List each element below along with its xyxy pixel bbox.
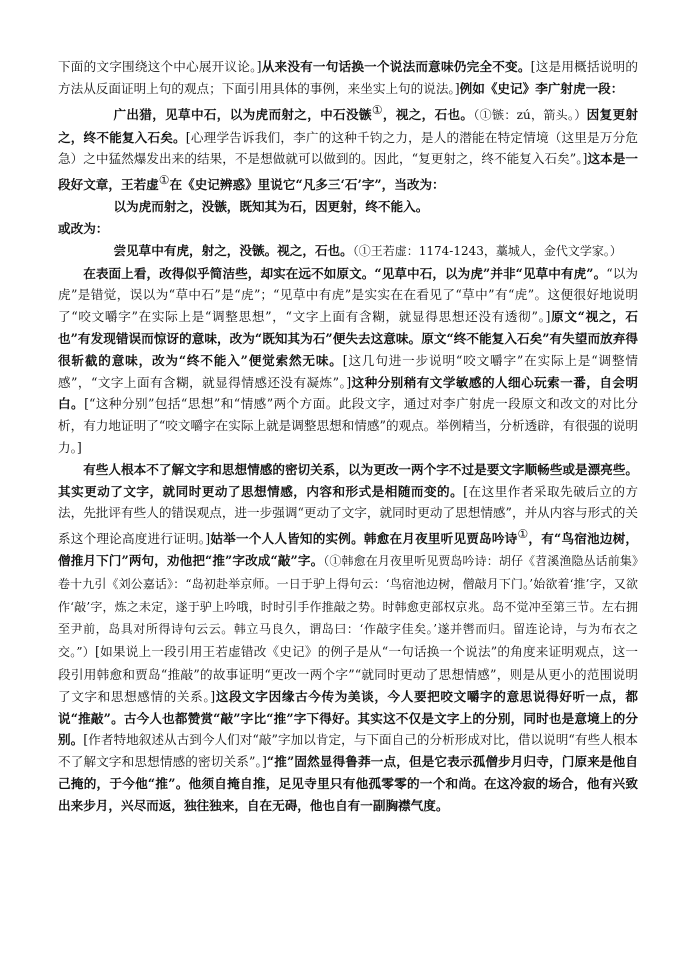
revision-text: 尝见草中有虎，射之，没镞。视之，石也。	[113, 242, 353, 258]
body-text-bold: “见草中石，以为虎”并非“见草中有虎”。	[374, 265, 607, 281]
quote-text: 因复更射之，终不能复入石矣。	[58, 106, 639, 145]
commentary-text: [心理学告诉我们，李广的这种千钧之力，是人的潜能在特定情境（这里是万分危急）之中猛然爆发出来的结果，不是想做就可以做到的。因此，“复更射之，终不能复入石矣”。]	[58, 129, 638, 167]
footnote-marker: ①	[158, 173, 170, 188]
footnote-marker: ①	[371, 102, 383, 117]
body-text-bold: 例如《史记》李广射虎一段：	[459, 80, 624, 96]
body-text-bold: 这本是一段好文章，王若虚	[58, 151, 638, 193]
footnote-text: （①王若虚：1174-1243，藁城人，金代文学家。）	[352, 243, 622, 258]
footnote-text: （①镞：zú，箭头。）	[473, 107, 587, 122]
commentary-text: [这几句进一步说明“咬文嚼字”在实际上是“调整情感”，“文字上面有含糊，就显得情感还没有凝炼”。]	[58, 352, 638, 390]
commentary-text: [如果说上一段引用王若虚错改《史记》的例子是从“一句话换一个说法”的角度来证明观点，这一段引用韩愈和贾岛“推敲”的故事证明“更改一两个字”“就同时更动了思想情感”，则是从更小的范围说明了文字和思想感情的关系。]	[58, 644, 638, 704]
quote-li-guang	[58, 100, 638, 197]
commentary-text: 下面的文字围绕这个中心展开议论。]	[58, 59, 262, 74]
body-text-bold: 姑举一个人人皆知的实例。韩愈在月夜里听见贾岛吟诗	[210, 531, 518, 547]
paragraph-analysis	[58, 263, 638, 459]
commentary-text: [“这种分别”包括“思想”和“情感”两个方面。此段文字，通过对李广射虎一段原文和改文的对比分析，有力地证明了“咬文嚼字在实际上就是调整思想和情感”的观点。举例精当，分析透辟，有很强的说明力。]	[58, 396, 638, 455]
commentary-text: “以为虎”是错觉，误以为“草中石”是“虎”；“见草中有虎”是实实在在看见了“草中”有“虎”。这便很好地说明了“咬文嚼字”在实际上是“调整思想”，“文字上面有含糊，就显得思想还没有透彻”。]	[58, 265, 638, 325]
revision-two	[58, 240, 638, 263]
quote-text: ，视之，石也。	[382, 106, 474, 122]
body-text-bold: ，有“鸟宿池边树，僧推月下门”两句，劝他把“推”字改成“敲”字。	[58, 531, 639, 569]
quote-text: 广出猎，见草中石，以为虎而射之，中石没镞	[113, 106, 372, 122]
paragraph-tuiqiao	[58, 459, 638, 817]
body-text-bold: 有些人根本不了解文字和思想情感的密切关系，以为更改一两个字不过是要文字顺畅些或是漂亮些。其实更动了文字，就同时更动了思想情感，内容和形式是相随而变的。	[58, 461, 638, 499]
or-revised-label: 或改为：	[58, 220, 109, 236]
body-text-bold: 这段文字因缘古今传为美谈，今人要把咬文嚼字的意思说得好听一点，都说“推敲”。古今人也都赞赏“敲”字比“推”字下得好。其实这不仅是文字上的分别，同时也是意境上的分别。	[58, 688, 638, 748]
body-text-bold: 在《史记辨惑》里说它“凡多三‘石’字”，当改为：	[169, 177, 445, 193]
body-text-bold: 从来没有一句话换一个说法而意味仍完全不变。	[261, 59, 531, 74]
footnote-text: （①韩愈在月夜里听见贾岛吟诗：胡仔《苕溪渔隐丛话前集》卷十九引《刘公嘉话》：“岛初赴举京师。一日于驴上得句云：‘鸟宿池边树，僧敲月下门。’始欲着‘推’字，又欲作‘敲’字，炼之未定，遂于驴上吟哦，时时引手作推敲之势。时韩愈吏部权京兆。岛不觉冲至第三节。左右拥至尹前，岛具对所得诗句云云。韩立马良久，谓岛曰：‘作敲字佳矣。’遂并辔而归。留连论诗，与为布衣之交。”）	[58, 554, 638, 660]
commentary-text: [作者特地叙述从古到今人们对“敲”字加以肯定，与下面自己的分析形成对比，借以说明“有些人根本不了解文字和思想情感的密切关系”。]	[58, 732, 639, 770]
body-text-bold: 在表面上看，改得似乎简洁些，却实在远不如原文。	[83, 265, 375, 281]
revision-one: 以为虎而射之，没镞，既知其为石，因更射，终不能入。	[113, 199, 429, 215]
commentary-text: [在这里作者采取先破后立的方法，先批评有些人的错误观点，进一步强调“更动了文字，就同时更动了思想情感”，并从内容与形式的关系这个理论高度进行证明。]	[58, 483, 638, 547]
commentary-text: [这是用概括说明的方法从反面证明上句的观点；下面引用具体的事例，来坐实上句的说法。]	[58, 59, 638, 96]
body-text-bold: 这种分别稍有文学敏感的人细心玩索一番，自会明白。	[58, 374, 638, 412]
body-text-bold: “推”固然显得鲁莽一点，但是它表示孤僧步月归寺，门原来是他自己掩的，于今他“推”。他须自掩自推，足见寺里只有他孤零零的一个和尚。在这冷寂的场合，他有兴致出来步月，兴尽而返，独往独来，自在无碍，他也自有一副胸襟气度。	[58, 754, 638, 813]
body-text-bold: 原文“视之，石也”有发现错误而惊讶的意味，改为“既知其为石”便失去这意味。原文“终不能复入石矣”有失望而放弃得很斩截的意味，改为“终不能入”便觉索然无味。	[58, 309, 638, 368]
paragraph-1	[58, 56, 638, 100]
footnote-marker: ①	[517, 527, 529, 542]
